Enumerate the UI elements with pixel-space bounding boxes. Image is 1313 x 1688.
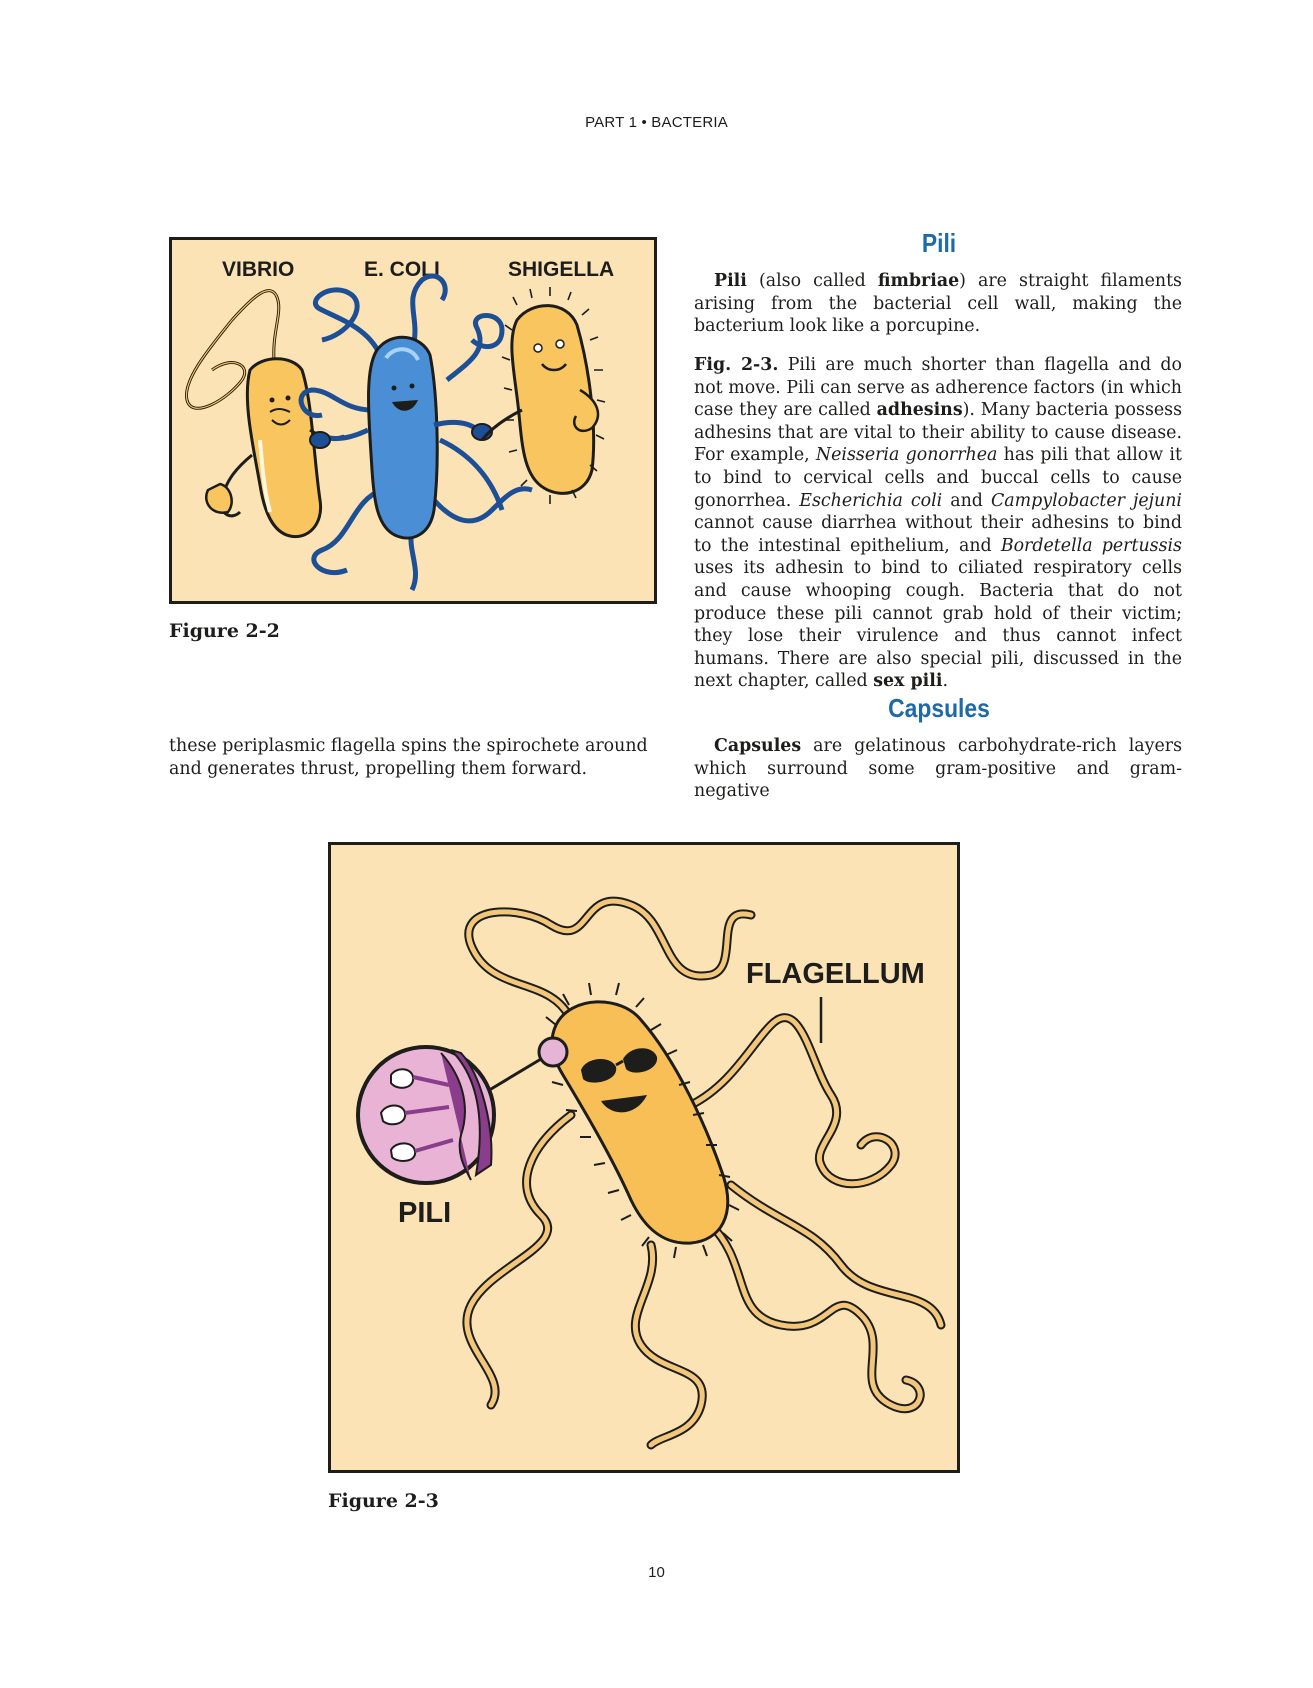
label-vibrio: VIBRIO — [222, 258, 295, 281]
section-heading-capsules: Capsules — [888, 693, 990, 723]
section-heading-pili: Pili — [921, 228, 957, 258]
figure-2-2-illustration — [172, 240, 654, 601]
term-sex-pili: sex pili — [873, 671, 943, 692]
page-number: 10 — [648, 1564, 665, 1581]
term-adhesins: adhesins — [876, 400, 963, 421]
figure-2-3 — [328, 842, 960, 1473]
term-capsules: Capsules — [714, 736, 802, 756]
label-shigella: SHIGELLA — [508, 258, 615, 281]
pili-paragraph-1: Pili (also called fimbriae) are straight filaments arising from the bacterial cell wall, making the bacterium look like a porcupine. — [694, 271, 1182, 337]
bacterium-body — [542, 983, 739, 1258]
running-head: PART 1 • BACTERIA — [585, 114, 728, 131]
figure-2-2-caption: Figure 2-2 — [169, 620, 280, 642]
figure-reference: Fig. 2-3. — [694, 355, 779, 375]
label-pili: PILI — [398, 1197, 452, 1229]
figure-2-3-caption: Figure 2-3 — [328, 1490, 439, 1512]
term-fimbriae: fimbriae — [877, 271, 960, 291]
term-pili: Pili — [714, 271, 747, 291]
label-flagellum: FLAGELLUM — [746, 958, 925, 990]
figure-2-2 — [169, 237, 657, 604]
e-coli-bacterium — [301, 276, 532, 590]
left-column-paragraph: these periplasmic flagella spins the spirochete around and generates thrust, propelling them forward. — [169, 736, 648, 779]
label-e-coli: E. COLI — [364, 258, 440, 281]
pili-paragraph-2: Fig. 2-3. Pili are much shorter than flagella and do not move. Pili can serve as adherence factors (in which case they are called adhesins). Many bacteria possess adhesins that are vital to their ability to cause disease. For example, Neisseria gonorrhea has pili that allow it to bind to cervical cells and buccal cells to cause gonorrhea. Escherichia coli and Campylobacter jejuni cannot cause diarrhea without their adhesins to bind to the intestinal epithelium, and Bordetella pertussis uses its adhesin to bind to ciliated respiratory cells and cause whooping cough. Bacteria that do not produce these pili cannot grab hold of their victim; they lose their virulence and thus cannot infect humans. There are also special pili, discussed in the next chapter, called sex pili. — [694, 355, 1183, 692]
capsules-paragraph: Capsules are gelatinous carbohydrate-rich layers which surround some gram-positive and gram-negative — [694, 736, 1182, 802]
figure-2-3-illustration — [331, 845, 957, 1470]
